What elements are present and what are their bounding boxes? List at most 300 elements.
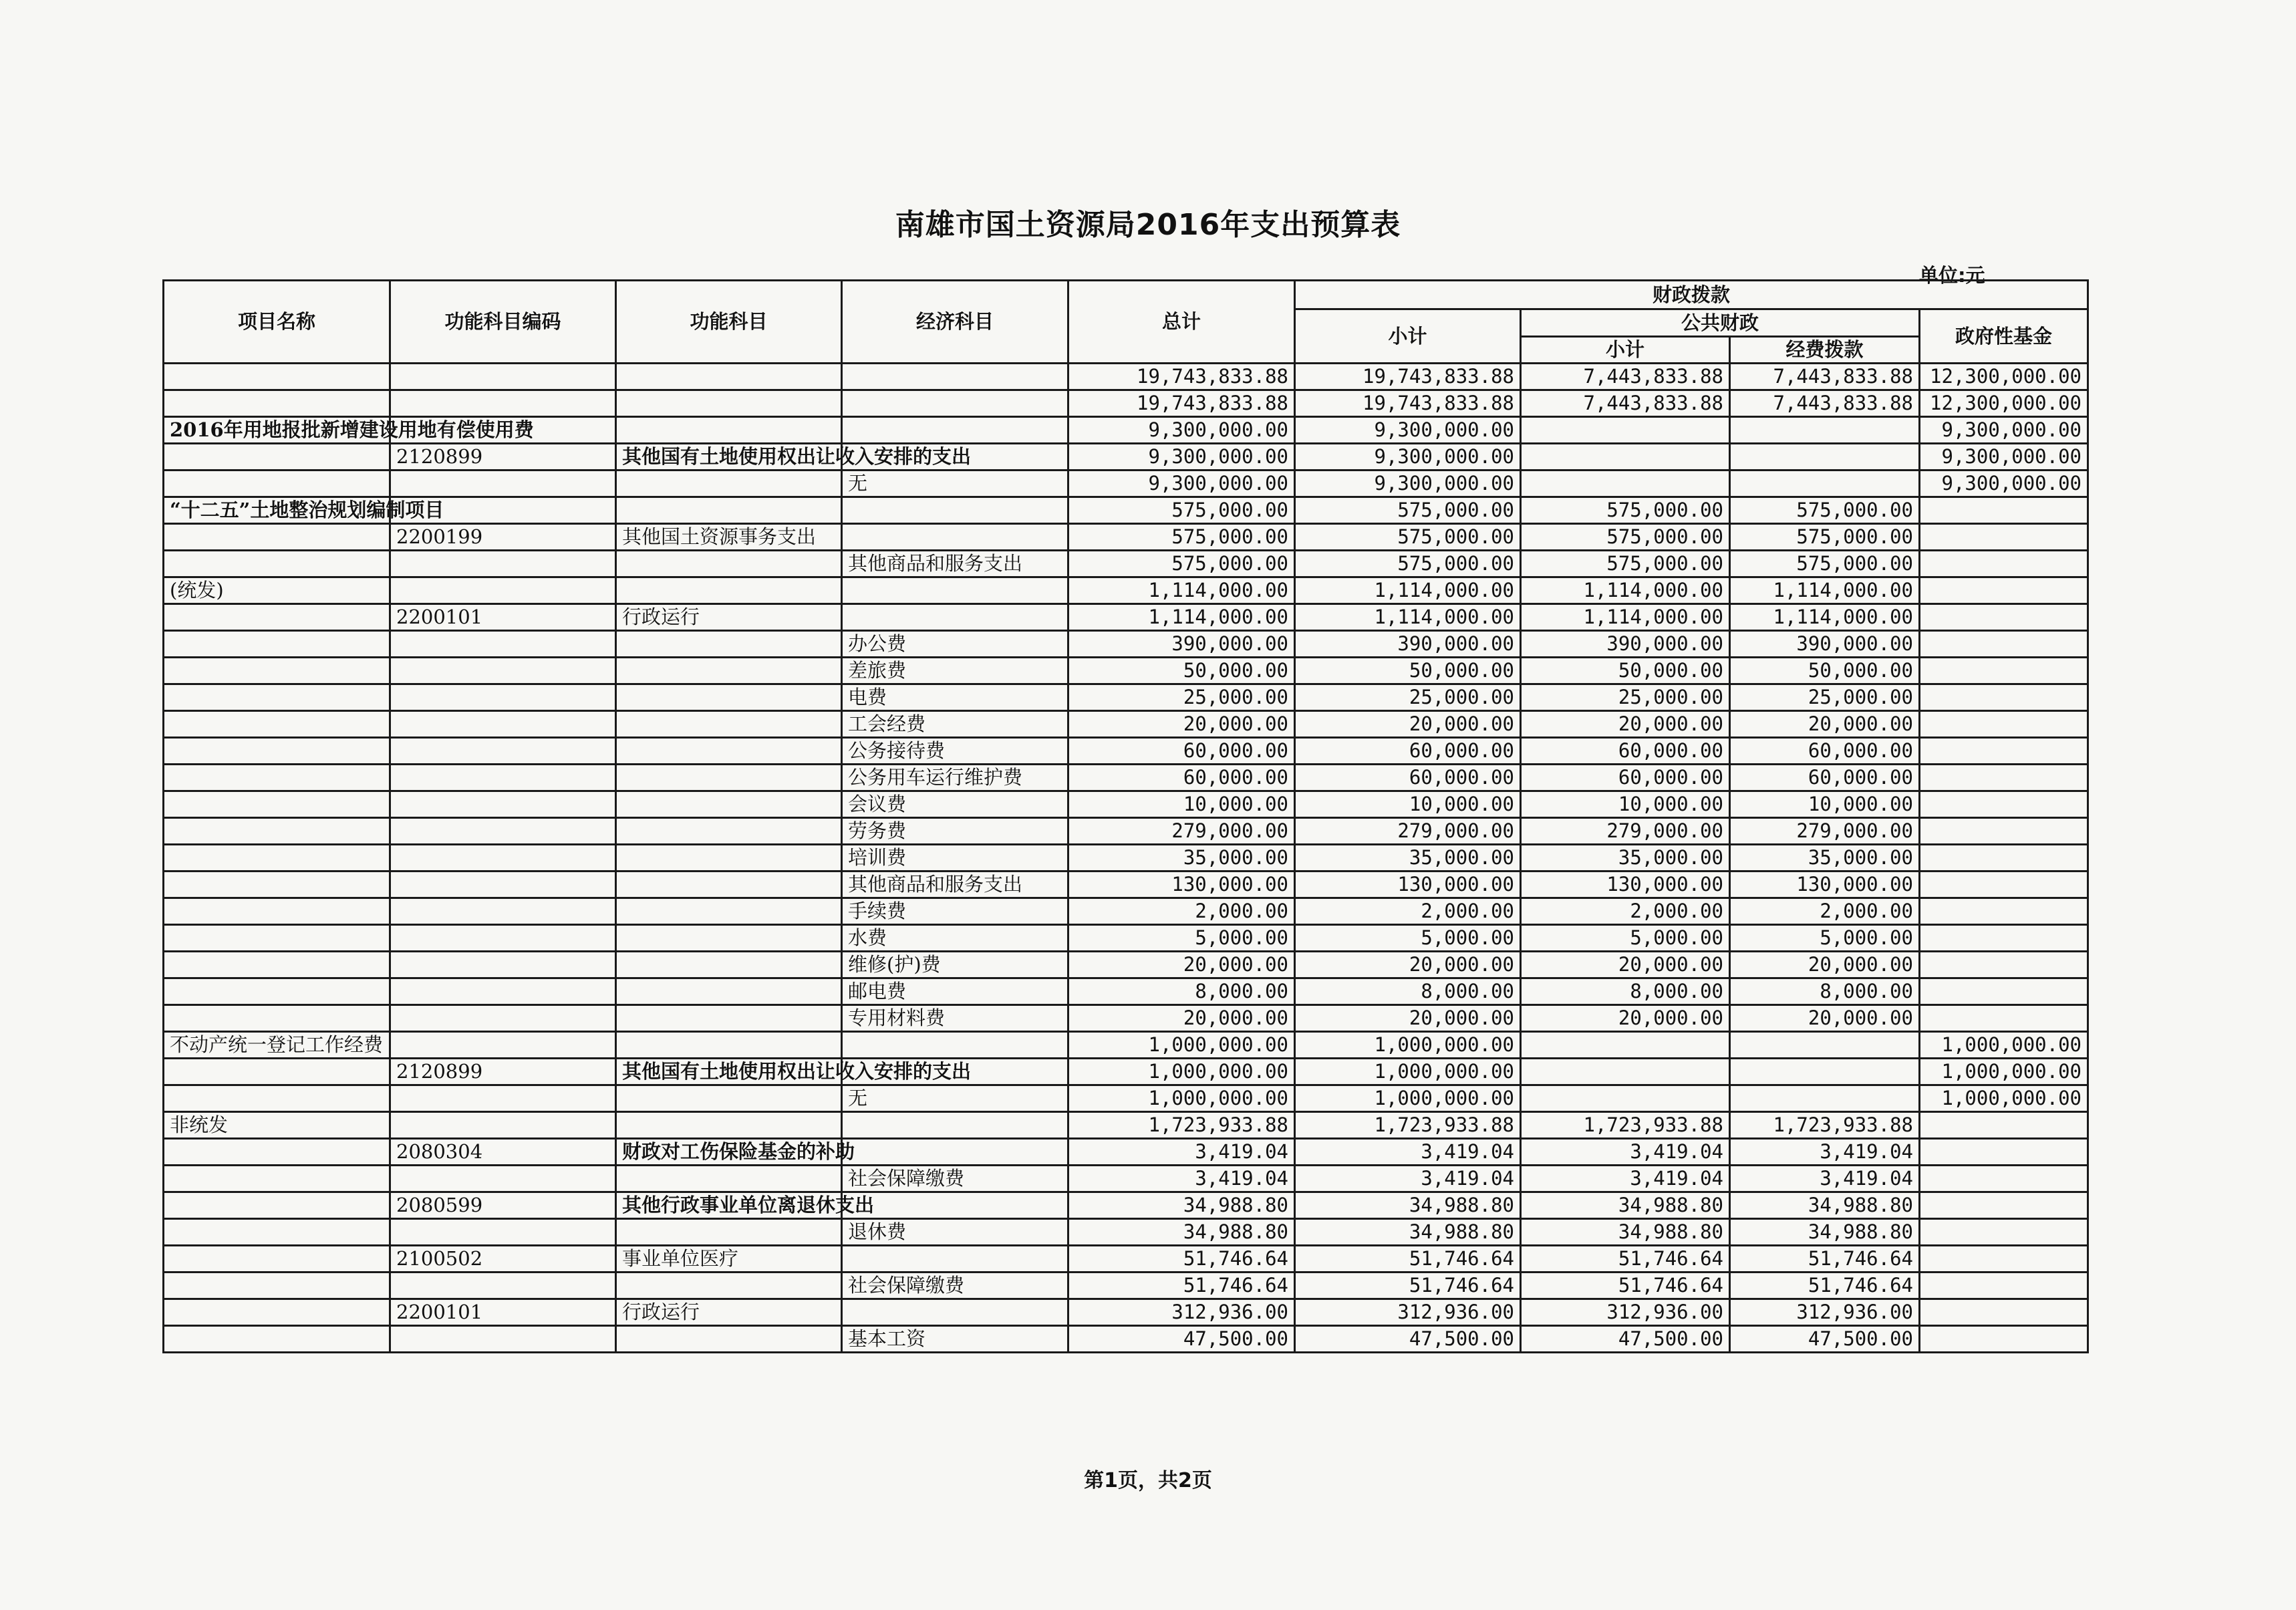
header-subtotal: 小计 [1295, 309, 1521, 364]
table-row [164, 871, 2088, 898]
funding-cell: 51,746.64 [1730, 1246, 1920, 1272]
public-subtotal-cell: 130,000.00 [1521, 871, 1730, 898]
gov-fund-cell [1920, 1112, 2088, 1139]
total-cell: 3,419.04 [1068, 1139, 1295, 1166]
subtotal-cell: 390,000.00 [1295, 631, 1521, 658]
gov-fund-cell [1920, 658, 2088, 684]
code-cell [390, 898, 616, 925]
funding-cell: 575,000.00 [1730, 551, 1920, 577]
project-cell [164, 364, 390, 390]
project-cell [164, 471, 390, 497]
code-cell [390, 577, 616, 604]
table-row [164, 471, 2088, 497]
total-cell: 575,000.00 [1068, 524, 1295, 551]
gov-fund-cell: 9,300,000.00 [1920, 444, 2088, 471]
econ-cell [842, 390, 1068, 417]
code-cell [390, 738, 616, 765]
total-cell: 20,000.00 [1068, 952, 1295, 978]
econ-cell [842, 1139, 1068, 1166]
code-cell [390, 1326, 616, 1353]
table-row [164, 925, 2088, 952]
project-cell [164, 1246, 390, 1272]
total-cell: 25,000.00 [1068, 684, 1295, 711]
public-subtotal-cell: 312,936.00 [1521, 1299, 1730, 1326]
func-cell [616, 1032, 842, 1059]
public-subtotal-cell: 51,746.64 [1521, 1246, 1730, 1272]
public-subtotal-cell [1521, 471, 1730, 497]
funding-cell: 25,000.00 [1730, 684, 1920, 711]
gov-fund-cell [1920, 791, 2088, 818]
subtotal-cell: 3,419.04 [1295, 1139, 1521, 1166]
econ-cell [842, 1112, 1068, 1139]
code-cell: 2120899 [390, 1059, 616, 1085]
code-cell: 2200101 [390, 1299, 616, 1326]
subtotal-cell: 60,000.00 [1295, 738, 1521, 765]
func-cell [616, 364, 842, 390]
project-cell [164, 1299, 390, 1326]
table-row [164, 711, 2088, 738]
total-cell: 1,000,000.00 [1068, 1032, 1295, 1059]
total-cell: 10,000.00 [1068, 791, 1295, 818]
subtotal-cell: 5,000.00 [1295, 925, 1521, 952]
page-title: 南雄市国土资源局2016年支出预算表 [895, 208, 1401, 242]
total-cell: 51,746.64 [1068, 1246, 1295, 1272]
table-row [164, 1192, 2088, 1219]
total-cell: 130,000.00 [1068, 871, 1295, 898]
project-cell [164, 845, 390, 871]
table-body [164, 364, 2088, 1353]
code-cell [390, 711, 616, 738]
subtotal-cell: 1,114,000.00 [1295, 604, 1521, 631]
gov-fund-cell [1920, 1192, 2088, 1219]
funding-cell: 60,000.00 [1730, 738, 1920, 765]
funding-cell: 7,443,833.88 [1730, 364, 1920, 390]
table-row [164, 952, 2088, 978]
func-cell [616, 1112, 842, 1139]
econ-cell: 基本工资 [842, 1326, 1068, 1353]
header-public-fiscal: 公共财政 [1521, 309, 1920, 337]
econ-cell: 公务接待费 [842, 738, 1068, 765]
funding-cell: 60,000.00 [1730, 765, 1920, 791]
project-cell [164, 658, 390, 684]
gov-fund-cell [1920, 1299, 2088, 1326]
func-cell [616, 1326, 842, 1353]
total-cell: 1,000,000.00 [1068, 1059, 1295, 1085]
public-subtotal-cell: 51,746.64 [1521, 1272, 1730, 1299]
econ-cell: 其他商品和服务支出 [842, 871, 1068, 898]
econ-cell: 工会经费 [842, 711, 1068, 738]
project-cell [164, 604, 390, 631]
project-cell [164, 1192, 390, 1219]
gov-fund-cell [1920, 978, 2088, 1005]
public-subtotal-cell: 20,000.00 [1521, 711, 1730, 738]
funding-cell: 34,988.80 [1730, 1192, 1920, 1219]
public-subtotal-cell: 1,723,933.88 [1521, 1112, 1730, 1139]
project-cell [164, 818, 390, 845]
econ-cell: 维修(护)费 [842, 952, 1068, 978]
table-row [164, 1219, 2088, 1246]
header-econ: 经济科目 [842, 281, 1068, 364]
funding-cell: 2,000.00 [1730, 898, 1920, 925]
funding-cell: 1,114,000.00 [1730, 577, 1920, 604]
gov-fund-cell [1920, 684, 2088, 711]
public-subtotal-cell: 10,000.00 [1521, 791, 1730, 818]
funding-cell: 1,723,933.88 [1730, 1112, 1920, 1139]
econ-cell: 电费 [842, 684, 1068, 711]
funding-cell: 8,000.00 [1730, 978, 1920, 1005]
total-cell: 312,936.00 [1068, 1299, 1295, 1326]
total-cell: 9,300,000.00 [1068, 471, 1295, 497]
public-subtotal-cell: 20,000.00 [1521, 1005, 1730, 1032]
project-cell [164, 1059, 390, 1085]
code-cell: 2200199 [390, 524, 616, 551]
funding-cell: 35,000.00 [1730, 845, 1920, 871]
code-cell [390, 818, 616, 845]
econ-cell: 会议费 [842, 791, 1068, 818]
public-subtotal-cell [1521, 444, 1730, 471]
econ-cell: 社会保障缴费 [842, 1272, 1068, 1299]
gov-fund-cell [1920, 604, 2088, 631]
table-row [164, 738, 2088, 765]
func-cell [616, 658, 842, 684]
code-cell [390, 1219, 616, 1246]
total-cell: 1,000,000.00 [1068, 1085, 1295, 1112]
project-cell [164, 551, 390, 577]
table-row [164, 1299, 2088, 1326]
total-cell: 51,746.64 [1068, 1272, 1295, 1299]
func-cell [616, 497, 842, 524]
code-cell [390, 952, 616, 978]
econ-cell [842, 1299, 1068, 1326]
func-cell [616, 551, 842, 577]
subtotal-cell: 1,114,000.00 [1295, 577, 1521, 604]
funding-cell: 5,000.00 [1730, 925, 1920, 952]
table-row [164, 1326, 2088, 1353]
func-cell: 其他国有土地使用权出让收入安排的支出 [616, 1059, 842, 1085]
funding-cell [1730, 1059, 1920, 1085]
total-cell: 1,723,933.88 [1068, 1112, 1295, 1139]
total-cell: 2,000.00 [1068, 898, 1295, 925]
subtotal-cell: 35,000.00 [1295, 845, 1521, 871]
total-cell: 5,000.00 [1068, 925, 1295, 952]
code-cell: 2100502 [390, 1246, 616, 1272]
total-cell: 20,000.00 [1068, 1005, 1295, 1032]
gov-fund-cell [1920, 711, 2088, 738]
code-cell [390, 845, 616, 871]
funding-cell: 130,000.00 [1730, 871, 1920, 898]
total-cell: 34,988.80 [1068, 1192, 1295, 1219]
project-cell [164, 978, 390, 1005]
func-cell [616, 711, 842, 738]
header-total: 总计 [1068, 281, 1295, 364]
subtotal-cell: 25,000.00 [1295, 684, 1521, 711]
header-project: 项目名称 [164, 281, 390, 364]
total-cell: 60,000.00 [1068, 765, 1295, 791]
table-row [164, 444, 2088, 471]
econ-cell: 手续费 [842, 898, 1068, 925]
funding-cell: 575,000.00 [1730, 497, 1920, 524]
table-row [164, 978, 2088, 1005]
func-cell [616, 1085, 842, 1112]
subtotal-cell: 9,300,000.00 [1295, 471, 1521, 497]
public-subtotal-cell: 60,000.00 [1521, 765, 1730, 791]
public-subtotal-cell [1521, 1059, 1730, 1085]
econ-cell [842, 364, 1068, 390]
func-cell [616, 952, 842, 978]
func-cell [616, 417, 842, 444]
func-cell [616, 1219, 842, 1246]
project-cell [164, 871, 390, 898]
public-subtotal-cell: 34,988.80 [1521, 1219, 1730, 1246]
gov-fund-cell: 1,000,000.00 [1920, 1059, 2088, 1085]
total-cell: 3,419.04 [1068, 1166, 1295, 1192]
table-row [164, 1112, 2088, 1139]
gov-fund-cell [1920, 818, 2088, 845]
func-cell: 其他国土资源事务支出 [616, 524, 842, 551]
page-footer: 第1页，共2页 [1084, 1469, 1212, 1492]
econ-cell [842, 577, 1068, 604]
subtotal-cell: 19,743,833.88 [1295, 390, 1521, 417]
code-cell [390, 684, 616, 711]
econ-cell: 培训费 [842, 845, 1068, 871]
total-cell: 9,300,000.00 [1068, 444, 1295, 471]
project-cell: 2016年用地报批新增建设用地有偿使用费 [164, 417, 390, 444]
gov-fund-cell [1920, 871, 2088, 898]
func-cell [616, 738, 842, 765]
total-cell: 35,000.00 [1068, 845, 1295, 871]
funding-cell: 390,000.00 [1730, 631, 1920, 658]
econ-cell: 公务用车运行维护费 [842, 765, 1068, 791]
econ-cell [842, 604, 1068, 631]
table-row [164, 497, 2088, 524]
gov-fund-cell: 9,300,000.00 [1920, 471, 2088, 497]
gov-fund-cell [1920, 524, 2088, 551]
funding-cell: 10,000.00 [1730, 791, 1920, 818]
table-row [164, 1246, 2088, 1272]
table-row [164, 364, 2088, 390]
table-row [164, 1059, 2088, 1085]
func-cell [616, 631, 842, 658]
table-row [164, 604, 2088, 631]
gov-fund-cell: 12,300,000.00 [1920, 390, 2088, 417]
subtotal-cell: 34,988.80 [1295, 1192, 1521, 1219]
gov-fund-cell [1920, 925, 2088, 952]
project-cell [164, 791, 390, 818]
code-cell [390, 791, 616, 818]
project-cell [164, 925, 390, 952]
funding-cell: 1,114,000.00 [1730, 604, 1920, 631]
project-cell [164, 952, 390, 978]
table-row [164, 684, 2088, 711]
project-cell [164, 1326, 390, 1353]
econ-cell [842, 417, 1068, 444]
project-cell [164, 1005, 390, 1032]
table-row [164, 1272, 2088, 1299]
subtotal-cell: 19,743,833.88 [1295, 364, 1521, 390]
subtotal-cell: 20,000.00 [1295, 1005, 1521, 1032]
public-subtotal-cell: 279,000.00 [1521, 818, 1730, 845]
table-row [164, 765, 2088, 791]
gov-fund-cell [1920, 952, 2088, 978]
project-cell [164, 1272, 390, 1299]
subtotal-cell: 2,000.00 [1295, 898, 1521, 925]
project-cell: (统发) [164, 577, 390, 604]
gov-fund-cell [1920, 738, 2088, 765]
subtotal-cell: 10,000.00 [1295, 791, 1521, 818]
subtotal-cell: 1,723,933.88 [1295, 1112, 1521, 1139]
gov-fund-cell: 9,300,000.00 [1920, 417, 2088, 444]
gov-fund-cell [1920, 1272, 2088, 1299]
total-cell: 390,000.00 [1068, 631, 1295, 658]
subtotal-cell: 3,419.04 [1295, 1166, 1521, 1192]
gov-fund-cell [1920, 1005, 2088, 1032]
code-cell: 2080304 [390, 1139, 616, 1166]
subtotal-cell: 8,000.00 [1295, 978, 1521, 1005]
table-header [164, 281, 2088, 364]
funding-cell: 279,000.00 [1730, 818, 1920, 845]
econ-cell: 劳务费 [842, 818, 1068, 845]
budget-table [162, 279, 2089, 1353]
code-cell [390, 1166, 616, 1192]
econ-cell: 办公费 [842, 631, 1068, 658]
project-cell [164, 738, 390, 765]
func-cell: 财政对工伤保险基金的补助 [616, 1139, 842, 1166]
econ-cell [842, 1032, 1068, 1059]
subtotal-cell: 51,746.64 [1295, 1272, 1521, 1299]
public-subtotal-cell: 1,114,000.00 [1521, 577, 1730, 604]
public-subtotal-cell: 50,000.00 [1521, 658, 1730, 684]
public-subtotal-cell: 7,443,833.88 [1521, 364, 1730, 390]
code-cell: 2080599 [390, 1192, 616, 1219]
public-subtotal-cell: 7,443,833.88 [1521, 390, 1730, 417]
subtotal-cell: 279,000.00 [1295, 818, 1521, 845]
subtotal-cell: 60,000.00 [1295, 765, 1521, 791]
project-cell [164, 631, 390, 658]
code-cell [390, 871, 616, 898]
table-row [164, 577, 2088, 604]
funding-cell [1730, 417, 1920, 444]
code-cell [390, 390, 616, 417]
subtotal-cell: 51,746.64 [1295, 1246, 1521, 1272]
public-subtotal-cell [1521, 1032, 1730, 1059]
table-row [164, 631, 2088, 658]
code-cell [390, 978, 616, 1005]
gov-fund-cell: 1,000,000.00 [1920, 1032, 2088, 1059]
project-cell [164, 390, 390, 417]
gov-fund-cell [1920, 765, 2088, 791]
header-func: 功能科目 [616, 281, 842, 364]
project-cell [164, 898, 390, 925]
total-cell: 8,000.00 [1068, 978, 1295, 1005]
code-cell [390, 1005, 616, 1032]
funding-cell: 3,419.04 [1730, 1139, 1920, 1166]
total-cell: 575,000.00 [1068, 497, 1295, 524]
econ-cell: 退休费 [842, 1219, 1068, 1246]
total-cell: 19,743,833.88 [1068, 364, 1295, 390]
gov-fund-cell [1920, 1166, 2088, 1192]
funding-cell: 47,500.00 [1730, 1326, 1920, 1353]
public-subtotal-cell [1521, 1085, 1730, 1112]
subtotal-cell: 34,988.80 [1295, 1219, 1521, 1246]
funding-cell: 20,000.00 [1730, 952, 1920, 978]
project-cell [164, 444, 390, 471]
project-cell [164, 1219, 390, 1246]
subtotal-cell: 575,000.00 [1295, 551, 1521, 577]
header-code: 功能科目编码 [390, 281, 616, 364]
total-cell: 1,114,000.00 [1068, 604, 1295, 631]
func-cell: 其他国有土地使用权出让收入安排的支出 [616, 444, 842, 471]
public-subtotal-cell: 5,000.00 [1521, 925, 1730, 952]
func-cell: 其他行政事业单位离退休支出 [616, 1192, 842, 1219]
subtotal-cell: 1,000,000.00 [1295, 1059, 1521, 1085]
total-cell: 60,000.00 [1068, 738, 1295, 765]
gov-fund-cell [1920, 631, 2088, 658]
project-cell: “十二五”土地整治规划编制项目 [164, 497, 390, 524]
public-subtotal-cell: 35,000.00 [1521, 845, 1730, 871]
funding-cell: 3,419.04 [1730, 1166, 1920, 1192]
table-row [164, 551, 2088, 577]
subtotal-cell: 9,300,000.00 [1295, 417, 1521, 444]
econ-cell: 水费 [842, 925, 1068, 952]
table-row [164, 1166, 2088, 1192]
public-subtotal-cell: 25,000.00 [1521, 684, 1730, 711]
project-cell [164, 1166, 390, 1192]
code-cell [390, 925, 616, 952]
func-cell [616, 1272, 842, 1299]
econ-cell [842, 1246, 1068, 1272]
public-subtotal-cell: 3,419.04 [1521, 1139, 1730, 1166]
public-subtotal-cell: 575,000.00 [1521, 497, 1730, 524]
subtotal-cell: 20,000.00 [1295, 711, 1521, 738]
unit-label: 单位:元 [1919, 264, 1985, 287]
header-gov-fund: 政府性基金 [1920, 309, 2088, 364]
func-cell [616, 1166, 842, 1192]
public-subtotal-cell: 8,000.00 [1521, 978, 1730, 1005]
code-cell [390, 1112, 616, 1139]
func-cell [616, 978, 842, 1005]
table-row [164, 524, 2088, 551]
code-cell [390, 1272, 616, 1299]
project-cell: 不动产统一登记工作经费 [164, 1032, 390, 1059]
econ-cell: 无 [842, 1085, 1068, 1112]
public-subtotal-cell: 2,000.00 [1521, 898, 1730, 925]
econ-cell: 无 [842, 471, 1068, 497]
funding-cell: 34,988.80 [1730, 1219, 1920, 1246]
subtotal-cell: 575,000.00 [1295, 497, 1521, 524]
public-subtotal-cell: 575,000.00 [1521, 524, 1730, 551]
func-cell [616, 577, 842, 604]
project-cell [164, 1139, 390, 1166]
subtotal-cell: 9,300,000.00 [1295, 444, 1521, 471]
gov-fund-cell [1920, 898, 2088, 925]
funding-cell [1730, 1032, 1920, 1059]
project-cell [164, 765, 390, 791]
econ-cell: 差旅费 [842, 658, 1068, 684]
gov-fund-cell: 12,300,000.00 [1920, 364, 2088, 390]
public-subtotal-cell: 60,000.00 [1521, 738, 1730, 765]
gov-fund-cell: 1,000,000.00 [1920, 1085, 2088, 1112]
funding-cell: 50,000.00 [1730, 658, 1920, 684]
project-cell: 非统发 [164, 1112, 390, 1139]
gov-fund-cell [1920, 1246, 2088, 1272]
total-cell: 1,114,000.00 [1068, 577, 1295, 604]
gov-fund-cell [1920, 497, 2088, 524]
func-cell [616, 471, 842, 497]
project-cell [164, 524, 390, 551]
code-cell [390, 631, 616, 658]
header-funding: 经费拨款 [1730, 337, 1920, 364]
table-row [164, 791, 2088, 818]
